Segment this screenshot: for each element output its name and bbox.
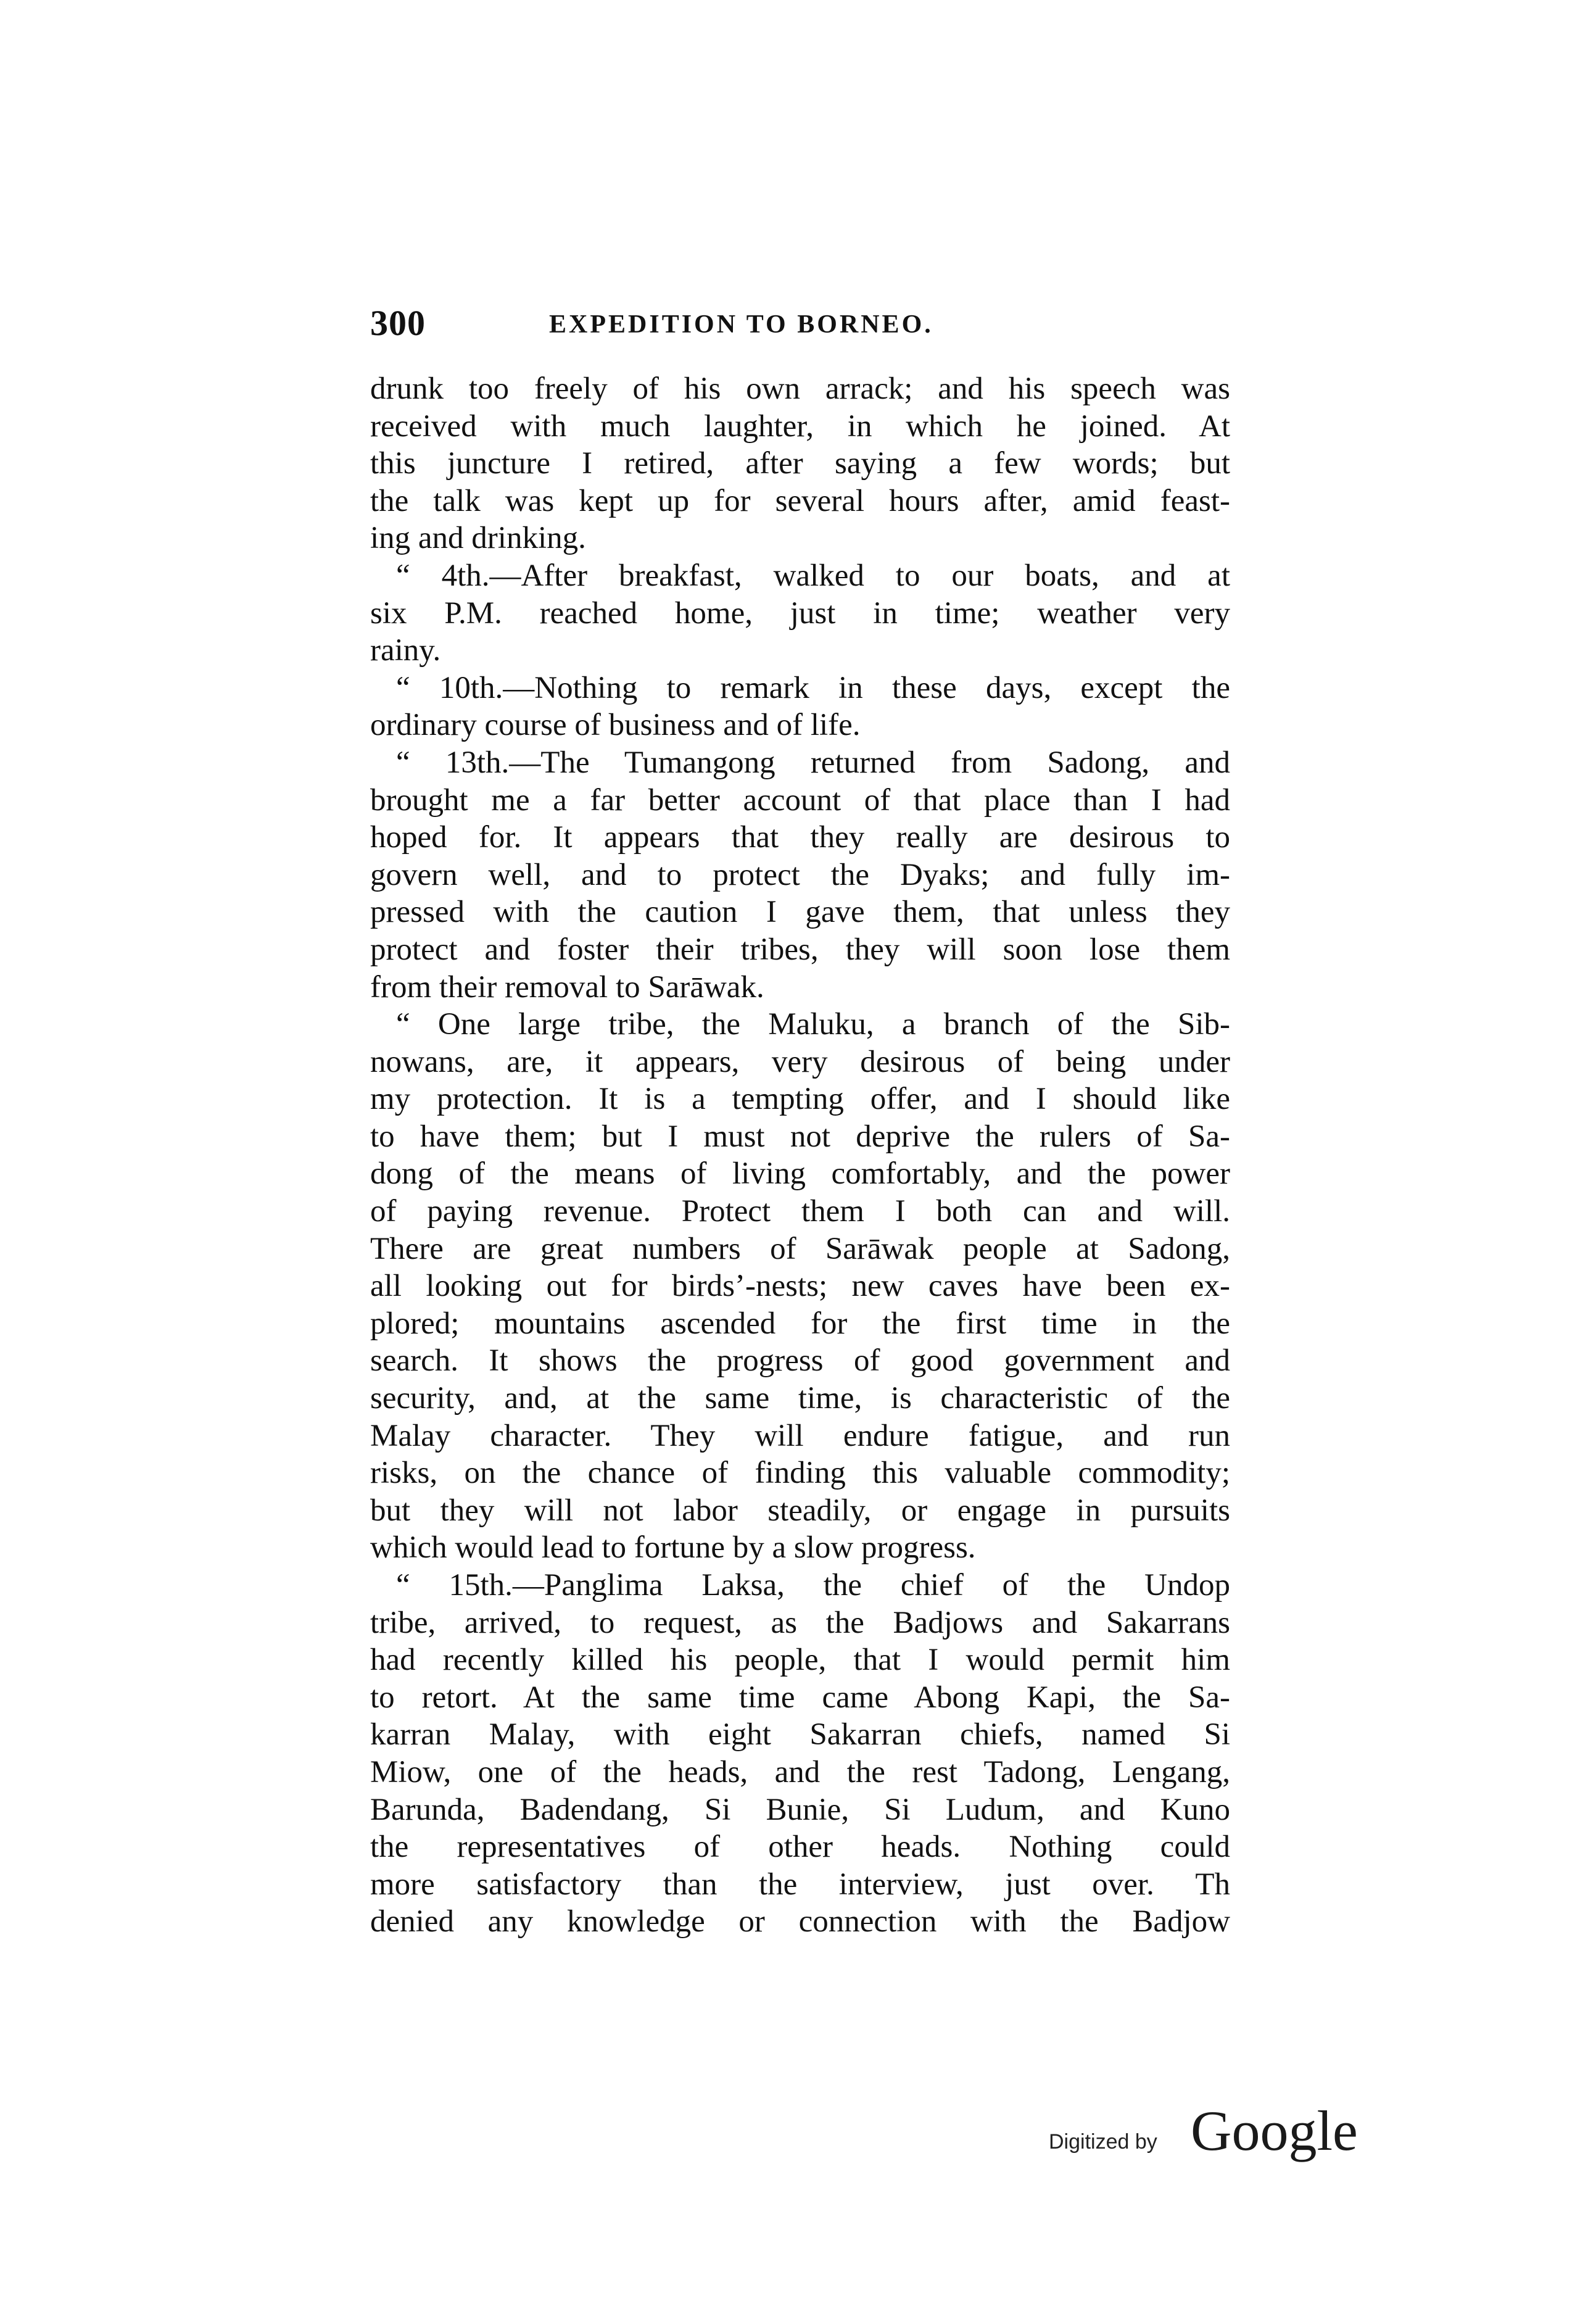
text-line: nowans, are, it appears, very desirous of being under xyxy=(370,1044,1230,1079)
text-line: to have them; but I must not deprive the rulers of Sa- xyxy=(370,1119,1230,1154)
text-line: six P.M. reached home, just in time; weather very xyxy=(370,595,1230,631)
text-line: but they will not labor steadily, or engage in pursuits xyxy=(370,1493,1230,1528)
text-line: govern well, and to protect the Dyaks; and fully im- xyxy=(370,857,1230,892)
text-line: the talk was kept up for several hours after, amid feast- xyxy=(370,483,1230,518)
text-line: search. It shows the progress of good government and xyxy=(370,1343,1230,1379)
text-line: more satisfactory than the interview, just over. Th xyxy=(370,1867,1230,1902)
text-line: dong of the means of living comfortably, and the power xyxy=(370,1156,1230,1192)
text-line: security, and, at the same time, is characteristic of the xyxy=(370,1381,1230,1416)
text-line: protect and foster their tribes, they will soon lose them xyxy=(370,932,1230,967)
text-line: “ One large tribe, the Maluku, a branch of the Sib- xyxy=(396,1007,1230,1042)
google-logo: Google xyxy=(1191,2099,1358,2162)
text-line: which would lead to fortune by a slow progress. xyxy=(370,1530,976,1565)
text-line: karran Malay, with eight Sakarran chiefs, named Si xyxy=(370,1717,1230,1752)
text-line: had recently killed his people, that I would permit him xyxy=(370,1643,1230,1678)
text-line: Miow, one of the heads, and the rest Tadong, Lengang, xyxy=(370,1754,1230,1789)
text-line: of paying revenue. Protect them I both can and will. xyxy=(370,1194,1230,1229)
text-line: plored; mountains ascended for the first time in the xyxy=(370,1306,1230,1341)
text-line: Malay character. They will endure fatigue, and run xyxy=(370,1418,1230,1453)
text-line: all looking out for birds’-nests; new caves have been ex- xyxy=(370,1269,1230,1304)
body-text xyxy=(370,370,1230,1941)
page-number: 300 xyxy=(370,303,426,343)
digitized-watermark xyxy=(1049,2098,1394,2166)
text-line: tribe, arrived, to request, as the Badjows and Sakarrans xyxy=(370,1605,1230,1640)
watermark-prefix: Digitized by xyxy=(1049,2130,1157,2154)
text-line: this juncture I retired, after saying a few words; but xyxy=(370,446,1230,481)
text-line: rainy. xyxy=(370,633,441,668)
text-line: “ 10th.—Nothing to remark in these days, except the xyxy=(396,670,1230,705)
text-line: ordinary course of business and of life. xyxy=(370,708,861,743)
text-line: ing and drinking. xyxy=(370,521,586,556)
text-line: my protection. It is a tempting offer, and I should like xyxy=(370,1082,1230,1117)
text-line: Barunda, Badendang, Si Bunie, Si Ludum, and Kuno xyxy=(370,1792,1230,1827)
text-line: “ 4th.—After breakfast, walked to our boats, and at xyxy=(396,558,1230,593)
text-line: pressed with the caution I gave them, that unless they xyxy=(370,895,1230,930)
text-line: received with much laughter, in which he joined. At xyxy=(370,408,1230,444)
text-line: risks, on the chance of finding this valuable commodity; xyxy=(370,1456,1230,1491)
text-line: hoped for. It appears that they really are desirous to xyxy=(370,820,1230,855)
running-head: EXPEDITION TO BORNEO. xyxy=(549,310,933,339)
page-header xyxy=(370,302,1234,352)
text-line: “ 15th.—Panglima Laksa, the chief of the Undop xyxy=(396,1568,1230,1603)
text-line: “ 13th.—The Tumangong returned from Sadong, and xyxy=(396,745,1230,780)
text-line: to retort. At the same time came Abong Kapi, the Sa- xyxy=(370,1680,1230,1715)
text-line: There are great numbers of Sarāwak people at Sadong, xyxy=(370,1231,1230,1266)
text-line: denied any knowledge or connection with the Badjow xyxy=(370,1904,1230,1939)
text-line: the representatives of other heads. Nothing could xyxy=(370,1830,1230,1865)
text-line: from their removal to Sarāwak. xyxy=(370,969,764,1005)
text-line: drunk too freely of his own arrack; and his speech was xyxy=(370,371,1230,406)
text-line: brought me a far better account of that place than I had xyxy=(370,782,1230,818)
